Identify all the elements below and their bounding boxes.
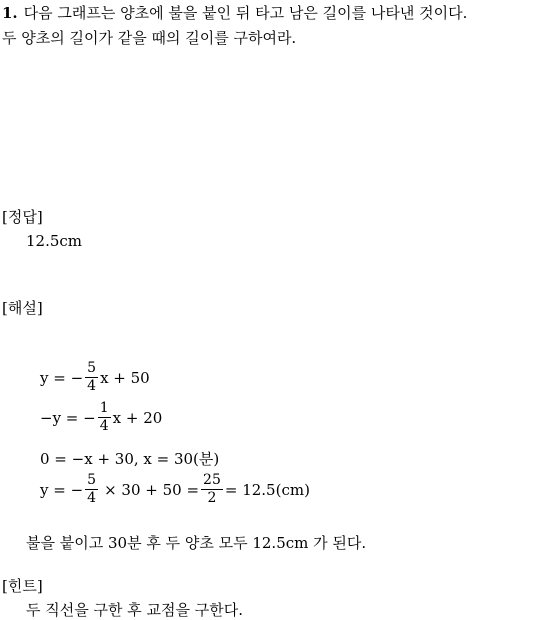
eq4-fraction-2 <box>201 472 223 507</box>
eq1-denominator: 4 <box>87 378 97 394</box>
explanation-header: [해설] <box>2 299 43 317</box>
eq4-numerator-2: 25 <box>203 472 221 488</box>
eq4-rhs: = 12.5(cm) <box>224 480 310 499</box>
eq2-rhs: x + 20 <box>112 408 163 427</box>
eq1-rhs: x + 50 <box>100 368 150 387</box>
eq2-lhs: −y = − <box>40 408 96 427</box>
question-text-1: 다음 그래프는 양초에 불을 붙인 뒤 타고 남은 길이를 나타낸 것이다. <box>23 4 468 22</box>
equation-1 <box>40 360 150 395</box>
eq4-lhs: y = − <box>40 480 84 499</box>
question-line-2: 두 양초의 길이가 같을 때의 길이를 구하여라. <box>2 29 297 47</box>
question-line-1 <box>2 2 467 23</box>
answer-value: 12.5cm <box>26 232 83 250</box>
eq1-fraction <box>85 360 98 395</box>
eq4-denominator-2: 2 <box>207 490 217 506</box>
answer-header: [정답] <box>2 208 43 226</box>
eq4-fraction-1 <box>85 472 98 507</box>
eq2-denominator: 4 <box>99 418 109 434</box>
equation-3 <box>40 448 219 469</box>
equation-2 <box>40 400 162 435</box>
explanation-conclusion: 불을 붙이고 30분 후 두 양초 모두 12.5cm 가 된다. <box>26 534 367 552</box>
eq2-fraction <box>98 400 111 435</box>
eq3-text: 0 = −x + 30, x = 30(분) <box>40 450 220 468</box>
eq4-mid: × 30 + 50 = <box>104 480 200 499</box>
eq1-lhs: y = − <box>40 368 84 387</box>
eq4-numerator-1: 5 <box>87 472 97 488</box>
question-number: 1. <box>2 4 18 22</box>
eq2-numerator: 1 <box>99 400 109 416</box>
eq1-numerator: 5 <box>87 360 97 376</box>
equation-4 <box>40 472 310 507</box>
hint-header: [힌트] <box>2 577 43 595</box>
eq4-denominator-1: 4 <box>87 490 97 506</box>
hint-text: 두 직선을 구한 후 교점을 구한다. <box>26 601 243 619</box>
